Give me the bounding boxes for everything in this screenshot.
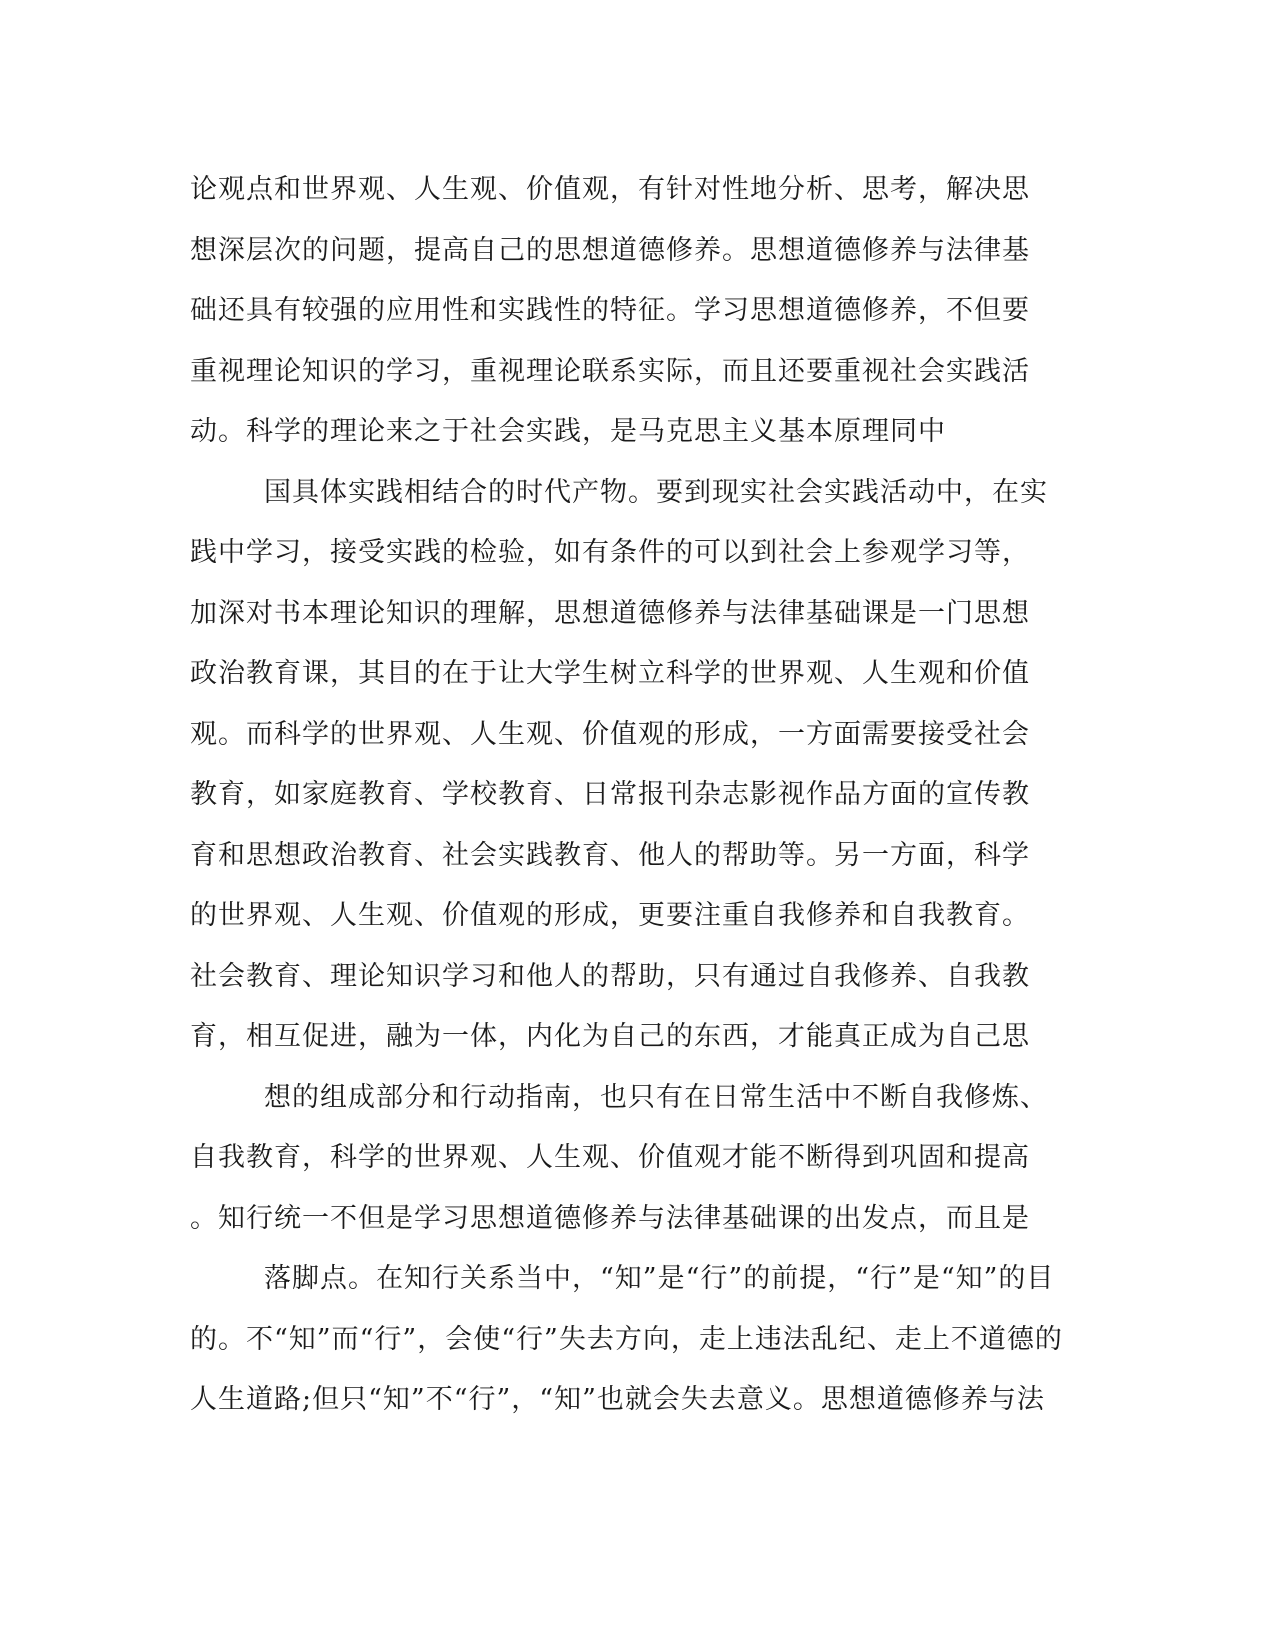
- text-line: 人生道路;但只“知”不“行”，“知”也就会失去意义。思想道德修养与法: [190, 1384, 1045, 1415]
- text-line: 国具体实践相结合的时代产物。要到现实社会实践活动中，在实: [264, 476, 1048, 508]
- text-line: 重视理论知识的学习，重视理论联系实际，而且还要重视社会实践活: [190, 355, 1030, 387]
- text-line: 础还具有较强的应用性和实践性的特征。学习思想道德修养，不但要: [190, 295, 1030, 326]
- text-line: 落脚点。在知行关系当中，“知”是“行”的前提，“行”是“知”的目: [264, 1263, 1055, 1294]
- text-line: 践中学习，接受实践的检验，如有条件的可以到社会上参观学习等，: [190, 537, 1030, 568]
- text-line: 的。不“知”而“行”，会使“行”失去方向，走上违法乱纪、走上不道德的: [190, 1323, 1063, 1355]
- text-line: 的世界观、人生观、价值观的形成，更要注重自我修养和自我教育。: [190, 900, 1030, 931]
- text-line: 育和思想政治教育、社会实践教育、他人的帮助等。另一方面，科学: [190, 839, 1030, 871]
- text-line: 社会教育、理论知识学习和他人的帮助，只有通过自我修养、自我教: [190, 960, 1030, 992]
- text-line: 动。科学的理论来之于社会实践，是马克思主义基本原理同中: [190, 416, 946, 447]
- text-line: 政治教育课，其目的在于让大学生树立科学的世界观、人生观和价值: [190, 658, 1030, 689]
- text-line: 。知行统一不但是学习思想道德修养与法律基础课的出发点，而且是: [190, 1202, 1030, 1234]
- text-line: 想的组成部分和行动指南，也只有在日常生活中不断自我修炼、: [264, 1081, 1048, 1113]
- text-line: 育，相互促进，融为一体，内化为自己的东西，才能真正成为自己思: [190, 1021, 1030, 1052]
- text-line: 教育，如家庭教育、学校教育、日常报刊杂志影视作品方面的宣传教: [190, 779, 1030, 810]
- text-line: 加深对书本理论知识的理解，思想道德修养与法律基础课是一门思想: [190, 597, 1030, 629]
- text-line: 论观点和世界观、人生观、价值观，有针对性地分析、思考，解决思: [190, 174, 1030, 205]
- text-line: 观。而科学的世界观、人生观、价值观的形成，一方面需要接受社会: [190, 718, 1030, 750]
- text-line: 自我教育，科学的世界观、人生观、价值观才能不断得到巩固和提高: [190, 1142, 1030, 1173]
- body-text: [190, 160, 1080, 1431]
- text-line: 想深层次的问题，提高自己的思想道德修养。思想道德修养与法律基: [190, 234, 1030, 266]
